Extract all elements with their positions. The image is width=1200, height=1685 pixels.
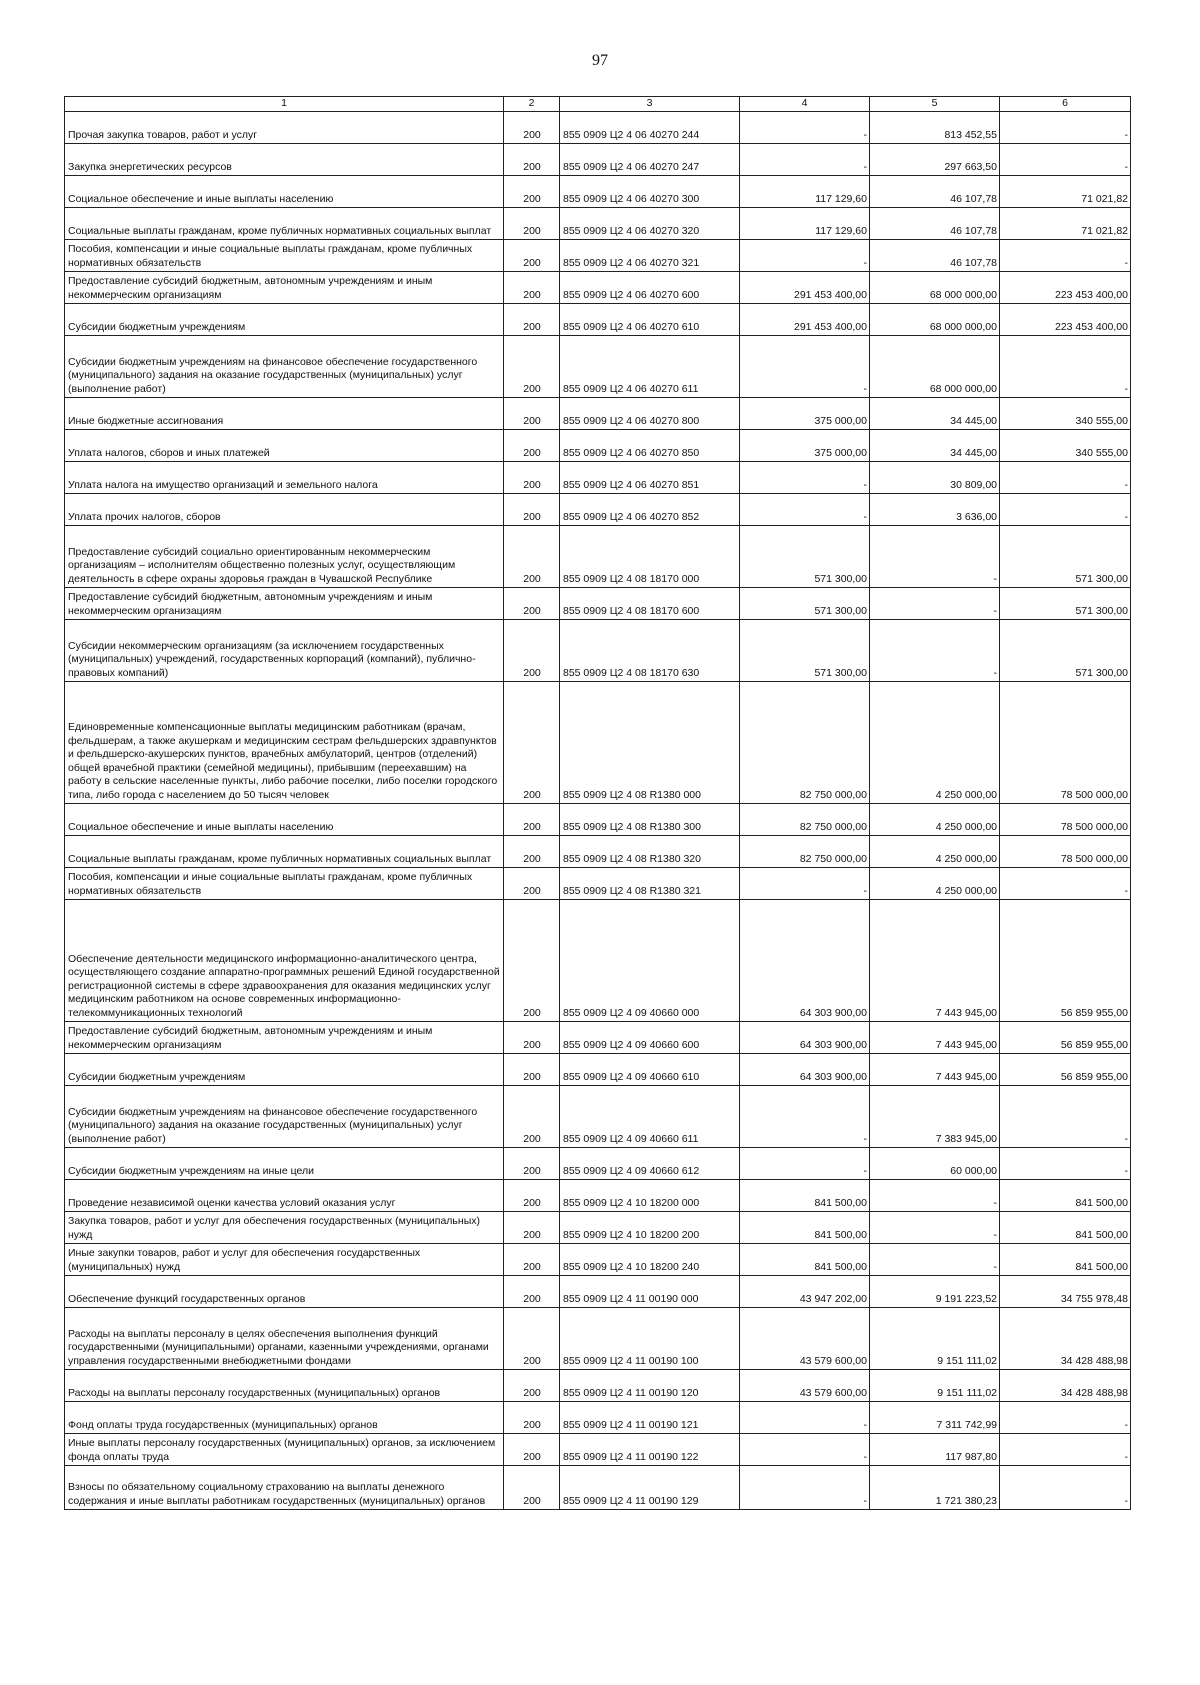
row-section: 200 — [504, 1434, 560, 1466]
row-value-col5: 4 250 000,00 — [870, 868, 1000, 900]
row-section: 200 — [504, 900, 560, 1022]
row-name: Социальные выплаты гражданам, кроме публичных нормативных социальных выплат — [65, 208, 504, 240]
row-value-col5: 7 443 945,00 — [870, 1054, 1000, 1086]
row-value-col4: 841 500,00 — [740, 1180, 870, 1212]
row-value-col6: - — [1000, 868, 1131, 900]
row-value-col6: 340 555,00 — [1000, 430, 1131, 462]
row-value-col4: - — [740, 240, 870, 272]
row-section: 200 — [504, 682, 560, 804]
row-section: 200 — [504, 1308, 560, 1370]
table-row — [65, 588, 1131, 620]
table-row — [65, 1466, 1131, 1510]
row-section: 200 — [504, 868, 560, 900]
table-row — [65, 112, 1131, 144]
row-value-col6: - — [1000, 1086, 1131, 1148]
row-section: 200 — [504, 1244, 560, 1276]
row-value-col6: - — [1000, 494, 1131, 526]
row-code: 855 0909 Ц2 4 06 40270 244 — [560, 112, 740, 144]
row-section: 200 — [504, 208, 560, 240]
row-code: 855 0909 Ц2 4 09 40660 600 — [560, 1022, 740, 1054]
row-value-col4: - — [740, 1434, 870, 1466]
column-header: 1 — [65, 97, 504, 112]
row-name: Проведение независимой оценки качества условий оказания услуг — [65, 1180, 504, 1212]
row-value-col4: 82 750 000,00 — [740, 836, 870, 868]
row-value-col6: 34 428 488,98 — [1000, 1370, 1131, 1402]
row-value-col4: 841 500,00 — [740, 1212, 870, 1244]
table-row — [65, 1022, 1131, 1054]
row-value-col6: - — [1000, 240, 1131, 272]
row-value-col5: 60 000,00 — [870, 1148, 1000, 1180]
row-value-col6: 78 500 000,00 — [1000, 804, 1131, 836]
row-value-col6: - — [1000, 1402, 1131, 1434]
row-value-col5: 7 383 945,00 — [870, 1086, 1000, 1148]
row-name: Субсидии бюджетным учреждениям на финансовое обеспечение государственного (муниципального) задания на оказание государственных (муниципальных) услуг (выполнение работ) — [65, 336, 504, 398]
table-row — [65, 1244, 1131, 1276]
row-value-col4: - — [740, 1402, 870, 1434]
row-value-col4: 571 300,00 — [740, 620, 870, 682]
column-header: 5 — [870, 97, 1000, 112]
row-code: 855 0909 Ц2 4 06 40270 800 — [560, 398, 740, 430]
row-value-col6: 56 859 955,00 — [1000, 1054, 1131, 1086]
row-value-col4: 82 750 000,00 — [740, 682, 870, 804]
row-section: 200 — [504, 1276, 560, 1308]
row-section: 200 — [504, 1022, 560, 1054]
page-number: 97 — [592, 52, 608, 69]
row-value-col4: 82 750 000,00 — [740, 804, 870, 836]
row-code: 855 0909 Ц2 4 08 R1380 300 — [560, 804, 740, 836]
row-code: 855 0909 Ц2 4 06 40270 321 — [560, 240, 740, 272]
row-value-col4: 64 303 900,00 — [740, 1054, 870, 1086]
row-code: 855 0909 Ц2 4 08 R1380 320 — [560, 836, 740, 868]
row-value-col6: - — [1000, 336, 1131, 398]
row-code: 855 0909 Ц2 4 11 00190 100 — [560, 1308, 740, 1370]
table-row — [65, 1180, 1131, 1212]
table-row — [65, 1370, 1131, 1402]
row-value-col5: 68 000 000,00 — [870, 304, 1000, 336]
row-value-col5: 813 452,55 — [870, 112, 1000, 144]
row-name: Иные закупки товаров, работ и услуг для обеспечения государственных (муниципальных) нужд — [65, 1244, 504, 1276]
row-name: Предоставление субсидий социально ориентированным некоммерческим организациям – исполнителям общественно полезных услуг, осуществляющим деятельность в сфере охраны здоровья граждан в Чувашской Республике — [65, 526, 504, 588]
table-row — [65, 240, 1131, 272]
row-value-col5: 3 636,00 — [870, 494, 1000, 526]
row-value-col5: 7 311 742,99 — [870, 1402, 1000, 1434]
row-value-col4: 64 303 900,00 — [740, 1022, 870, 1054]
table-row — [65, 208, 1131, 240]
table-row — [65, 398, 1131, 430]
row-section: 200 — [504, 144, 560, 176]
row-value-col4: 571 300,00 — [740, 588, 870, 620]
row-value-col4: 43 947 202,00 — [740, 1276, 870, 1308]
row-section: 200 — [504, 336, 560, 398]
table-row — [65, 868, 1131, 900]
row-section: 200 — [504, 272, 560, 304]
row-value-col5: - — [870, 526, 1000, 588]
row-name: Предоставление субсидий бюджетным, автономным учреждениям и иным некоммерческим организациям — [65, 588, 504, 620]
table-row — [65, 1148, 1131, 1180]
table-row — [65, 430, 1131, 462]
row-value-col4: 375 000,00 — [740, 430, 870, 462]
row-value-col4: - — [740, 868, 870, 900]
row-value-col4: - — [740, 1466, 870, 1510]
row-value-col4: - — [740, 1148, 870, 1180]
row-value-col6: - — [1000, 1466, 1131, 1510]
row-value-col5: 46 107,78 — [870, 176, 1000, 208]
row-code: 855 0909 Ц2 4 10 18200 200 — [560, 1212, 740, 1244]
column-header: 4 — [740, 97, 870, 112]
row-section: 200 — [504, 462, 560, 494]
row-value-col6: 56 859 955,00 — [1000, 1022, 1131, 1054]
table-row — [65, 176, 1131, 208]
row-code: 855 0909 Ц2 4 06 40270 610 — [560, 304, 740, 336]
row-section: 200 — [504, 1086, 560, 1148]
row-section: 200 — [504, 176, 560, 208]
row-value-col5: - — [870, 620, 1000, 682]
row-value-col6: 223 453 400,00 — [1000, 272, 1131, 304]
row-value-col5: - — [870, 588, 1000, 620]
table-row — [65, 1434, 1131, 1466]
row-name: Социальное обеспечение и иные выплаты населению — [65, 804, 504, 836]
row-value-col6: - — [1000, 462, 1131, 494]
row-value-col6: - — [1000, 1434, 1131, 1466]
row-value-col6: 78 500 000,00 — [1000, 682, 1131, 804]
table-row — [65, 900, 1131, 1022]
row-value-col4: 64 303 900,00 — [740, 900, 870, 1022]
table-body — [65, 112, 1131, 1510]
row-section: 200 — [504, 588, 560, 620]
row-value-col5: 34 445,00 — [870, 398, 1000, 430]
row-code: 855 0909 Ц2 4 11 00190 120 — [560, 1370, 740, 1402]
table-row — [65, 1054, 1131, 1086]
row-name: Социальные выплаты гражданам, кроме публичных нормативных социальных выплат — [65, 836, 504, 868]
row-code: 855 0909 Ц2 4 08 18170 600 — [560, 588, 740, 620]
row-value-col6: 841 500,00 — [1000, 1180, 1131, 1212]
row-code: 855 0909 Ц2 4 08 R1380 321 — [560, 868, 740, 900]
row-section: 200 — [504, 112, 560, 144]
row-name: Субсидии некоммерческим организациям (за исключением государственных (муниципальных) учреждений, государственных корпораций (компаний), публично-правовых компаний) — [65, 620, 504, 682]
row-value-col4: 43 579 600,00 — [740, 1308, 870, 1370]
row-code: 855 0909 Ц2 4 11 00190 129 — [560, 1466, 740, 1510]
row-name: Уплата налога на имущество организаций и земельного налога — [65, 462, 504, 494]
row-value-col5: 68 000 000,00 — [870, 272, 1000, 304]
row-name: Уплата налогов, сборов и иных платежей — [65, 430, 504, 462]
row-section: 200 — [504, 1212, 560, 1244]
row-name: Иные бюджетные ассигнования — [65, 398, 504, 430]
table-row — [65, 336, 1131, 398]
row-name: Обеспечение деятельности медицинского информационно-аналитического центра, осуществляющего создание аппаратно-программных решений Единой государственной регистрационной системы в сфере здравоохранения для оказания медицинских услуг медицинским работником на основе современных информационно-телекоммуникационных технологий — [65, 900, 504, 1022]
row-code: 855 0909 Ц2 4 10 18200 000 — [560, 1180, 740, 1212]
row-value-col4: 841 500,00 — [740, 1244, 870, 1276]
row-section: 200 — [504, 1148, 560, 1180]
table-row — [65, 272, 1131, 304]
row-value-col6: - — [1000, 144, 1131, 176]
row-name: Иные выплаты персоналу государственных (муниципальных) органов, за исключением фонда оплаты труда — [65, 1434, 504, 1466]
row-value-col5: - — [870, 1244, 1000, 1276]
row-value-col4: - — [740, 462, 870, 494]
table-row — [65, 462, 1131, 494]
row-name: Взносы по обязательному социальному страхованию на выплаты денежного содержания и иные выплаты работникам государственных (муниципальных) органов — [65, 1466, 504, 1510]
row-code: 855 0909 Ц2 4 09 40660 611 — [560, 1086, 740, 1148]
row-value-col4: - — [740, 112, 870, 144]
row-value-col4: 291 453 400,00 — [740, 304, 870, 336]
row-name: Пособия, компенсации и иные социальные выплаты гражданам, кроме публичных нормативных обязательств — [65, 868, 504, 900]
row-name: Субсидии бюджетным учреждениям — [65, 1054, 504, 1086]
row-section: 200 — [504, 836, 560, 868]
row-code: 855 0909 Ц2 4 09 40660 610 — [560, 1054, 740, 1086]
row-value-col6: 841 500,00 — [1000, 1244, 1131, 1276]
row-value-col5: 46 107,78 — [870, 208, 1000, 240]
row-code: 855 0909 Ц2 4 06 40270 852 — [560, 494, 740, 526]
row-code: 855 0909 Ц2 4 09 40660 000 — [560, 900, 740, 1022]
table-row — [65, 836, 1131, 868]
row-value-col6: 571 300,00 — [1000, 588, 1131, 620]
row-value-col5: 4 250 000,00 — [870, 682, 1000, 804]
row-value-col4: - — [740, 336, 870, 398]
row-section: 200 — [504, 804, 560, 836]
row-name: Предоставление субсидий бюджетным, автономным учреждениям и иным некоммерческим организациям — [65, 272, 504, 304]
table-row — [65, 1402, 1131, 1434]
row-name: Пособия, компенсации и иные социальные выплаты гражданам, кроме публичных нормативных обязательств — [65, 240, 504, 272]
row-name: Прочая закупка товаров, работ и услуг — [65, 112, 504, 144]
row-code: 855 0909 Ц2 4 06 40270 600 — [560, 272, 740, 304]
row-code: 855 0909 Ц2 4 08 18170 000 — [560, 526, 740, 588]
table-row — [65, 1086, 1131, 1148]
row-name: Единовременные компенсационные выплаты медицинским работникам (врачам, фельдшерам, а также акушеркам и медицинским сестрам фельдшерских здравпунктов и фельдшерско-акушерских пунктов, врачебных амбулаторий, центров (отделений) общей врачебной практики (семейной медицины), прибывшим (переехавшим) на работу в сельские населенные пункты, либо рабочие поселки, либо поселки городского типа, либо города с населением до 50 тысяч человек — [65, 682, 504, 804]
row-value-col5: 4 250 000,00 — [870, 836, 1000, 868]
row-code: 855 0909 Ц2 4 08 R1380 000 — [560, 682, 740, 804]
budget-table — [64, 96, 1131, 1510]
row-name: Социальное обеспечение и иные выплаты населению — [65, 176, 504, 208]
row-value-col4: - — [740, 1086, 870, 1148]
table-row — [65, 1212, 1131, 1244]
row-name: Расходы на выплаты персоналу государственных (муниципальных) органов — [65, 1370, 504, 1402]
row-value-col5: 9 151 111,02 — [870, 1308, 1000, 1370]
row-section: 200 — [504, 304, 560, 336]
row-value-col4: 117 129,60 — [740, 176, 870, 208]
row-value-col6: 223 453 400,00 — [1000, 304, 1131, 336]
row-value-col4: 117 129,60 — [740, 208, 870, 240]
table-row — [65, 620, 1131, 682]
row-code: 855 0909 Ц2 4 09 40660 612 — [560, 1148, 740, 1180]
row-code: 855 0909 Ц2 4 08 18170 630 — [560, 620, 740, 682]
row-value-col6: - — [1000, 1148, 1131, 1180]
row-name: Субсидии бюджетным учреждениям — [65, 304, 504, 336]
row-name: Закупка товаров, работ и услуг для обеспечения государственных (муниципальных) нужд — [65, 1212, 504, 1244]
row-value-col6: 71 021,82 — [1000, 208, 1131, 240]
table-row — [65, 1276, 1131, 1308]
row-name: Фонд оплаты труда государственных (муниципальных) органов — [65, 1402, 504, 1434]
row-value-col5: 9 151 111,02 — [870, 1370, 1000, 1402]
row-value-col5: 1 721 380,23 — [870, 1466, 1000, 1510]
table-row — [65, 804, 1131, 836]
table-row — [65, 494, 1131, 526]
row-code: 855 0909 Ц2 4 11 00190 000 — [560, 1276, 740, 1308]
row-code: 855 0909 Ц2 4 06 40270 850 — [560, 430, 740, 462]
row-value-col5: 34 445,00 — [870, 430, 1000, 462]
row-name: Обеспечение функций государственных органов — [65, 1276, 504, 1308]
row-value-col5: 7 443 945,00 — [870, 1022, 1000, 1054]
row-section: 200 — [504, 620, 560, 682]
table-row — [65, 144, 1131, 176]
row-name: Субсидии бюджетным учреждениям на иные цели — [65, 1148, 504, 1180]
row-section: 200 — [504, 526, 560, 588]
row-value-col5: 68 000 000,00 — [870, 336, 1000, 398]
row-value-col6: 78 500 000,00 — [1000, 836, 1131, 868]
row-value-col5: 4 250 000,00 — [870, 804, 1000, 836]
row-name: Расходы на выплаты персоналу в целях обеспечения выполнения функций государственными (муниципальными) органами, казенными учреждениями, органами управления государственными внебюджетными фондами — [65, 1308, 504, 1370]
row-value-col5: 30 809,00 — [870, 462, 1000, 494]
row-value-col5: 297 663,50 — [870, 144, 1000, 176]
row-section: 200 — [504, 494, 560, 526]
row-code: 855 0909 Ц2 4 06 40270 851 — [560, 462, 740, 494]
row-value-col4: - — [740, 144, 870, 176]
row-value-col4: 43 579 600,00 — [740, 1370, 870, 1402]
row-value-col5: 117 987,80 — [870, 1434, 1000, 1466]
row-code: 855 0909 Ц2 4 06 40270 611 — [560, 336, 740, 398]
row-value-col6: 841 500,00 — [1000, 1212, 1131, 1244]
row-name: Уплата прочих налогов, сборов — [65, 494, 504, 526]
row-section: 200 — [504, 398, 560, 430]
row-value-col4: 571 300,00 — [740, 526, 870, 588]
row-code: 855 0909 Ц2 4 11 00190 122 — [560, 1434, 740, 1466]
row-value-col5: 46 107,78 — [870, 240, 1000, 272]
row-value-col4: 291 453 400,00 — [740, 272, 870, 304]
row-section: 200 — [504, 1180, 560, 1212]
row-value-col6: 56 859 955,00 — [1000, 900, 1131, 1022]
row-value-col5: - — [870, 1212, 1000, 1244]
row-value-col6: 34 428 488,98 — [1000, 1308, 1131, 1370]
row-value-col6: 71 021,82 — [1000, 176, 1131, 208]
row-value-col6: 340 555,00 — [1000, 398, 1131, 430]
row-section: 200 — [504, 1370, 560, 1402]
row-value-col4: 375 000,00 — [740, 398, 870, 430]
table-row — [65, 526, 1131, 588]
row-name: Субсидии бюджетным учреждениям на финансовое обеспечение государственного (муниципального) задания на оказание государственных (муниципальных) услуг (выполнение работ) — [65, 1086, 504, 1148]
row-section: 200 — [504, 430, 560, 462]
row-code: 855 0909 Ц2 4 06 40270 320 — [560, 208, 740, 240]
row-section: 200 — [504, 1466, 560, 1510]
row-code: 855 0909 Ц2 4 11 00190 121 — [560, 1402, 740, 1434]
row-name: Предоставление субсидий бюджетным, автономным учреждениям и иным некоммерческим организациям — [65, 1022, 504, 1054]
row-value-col6: 34 755 978,48 — [1000, 1276, 1131, 1308]
row-value-col6: 571 300,00 — [1000, 526, 1131, 588]
row-value-col6: 571 300,00 — [1000, 620, 1131, 682]
row-code: 855 0909 Ц2 4 10 18200 240 — [560, 1244, 740, 1276]
column-header: 6 — [1000, 97, 1131, 112]
row-value-col5: 7 443 945,00 — [870, 900, 1000, 1022]
row-section: 200 — [504, 1054, 560, 1086]
column-header: 3 — [560, 97, 740, 112]
row-code: 855 0909 Ц2 4 06 40270 300 — [560, 176, 740, 208]
row-value-col6: - — [1000, 112, 1131, 144]
table-row — [65, 682, 1131, 804]
row-section: 200 — [504, 1402, 560, 1434]
row-section: 200 — [504, 240, 560, 272]
header-row — [65, 97, 1131, 112]
table-row — [65, 1308, 1131, 1370]
column-header: 2 — [504, 97, 560, 112]
row-code: 855 0909 Ц2 4 06 40270 247 — [560, 144, 740, 176]
row-value-col5: 9 191 223,52 — [870, 1276, 1000, 1308]
row-value-col5: - — [870, 1180, 1000, 1212]
row-value-col4: - — [740, 494, 870, 526]
row-name: Закупка энергетических ресурсов — [65, 144, 504, 176]
table-row — [65, 304, 1131, 336]
